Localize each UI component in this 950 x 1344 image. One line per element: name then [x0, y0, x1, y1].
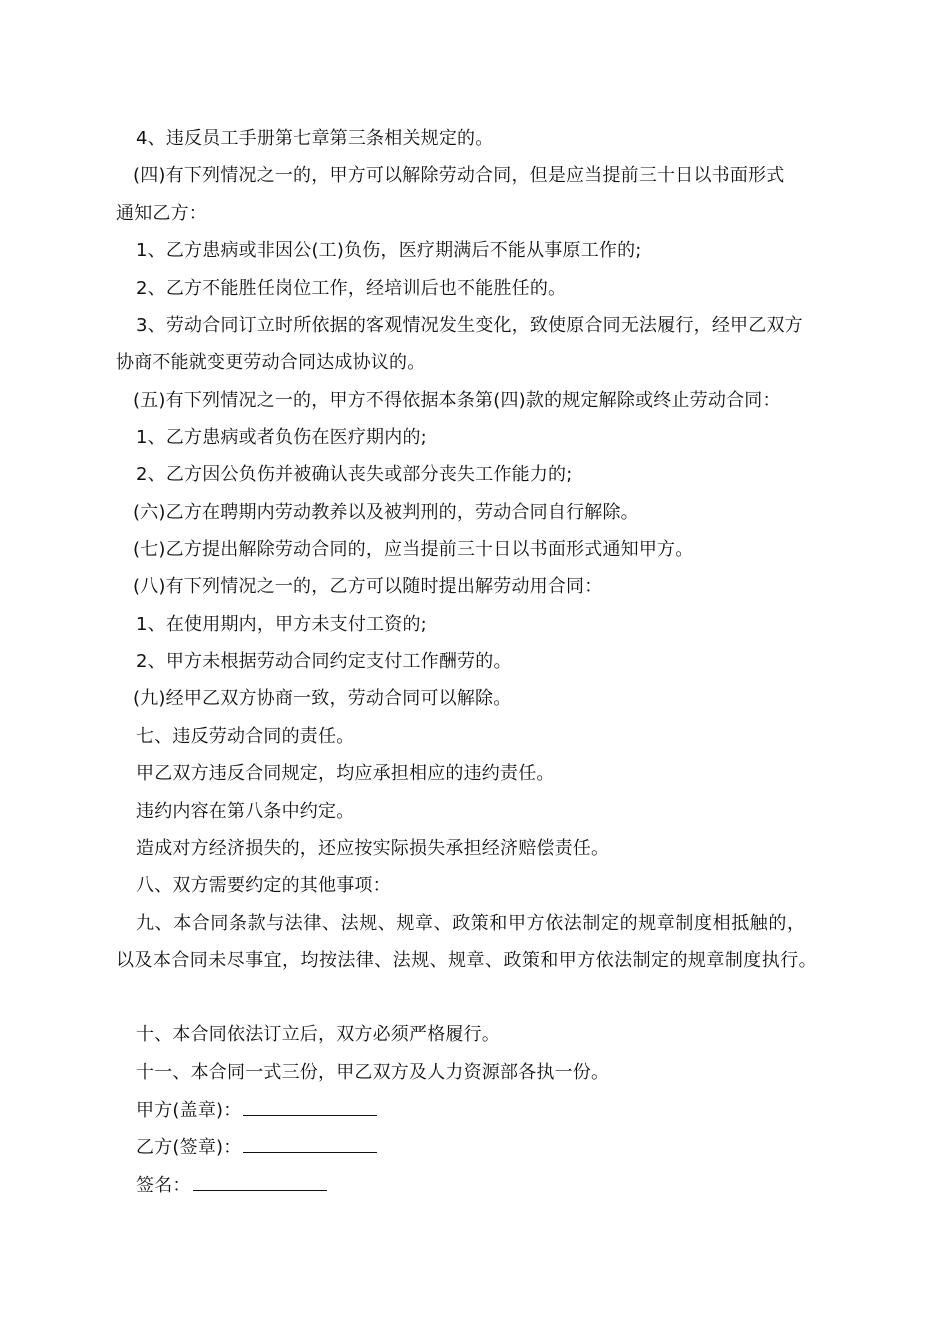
clause-line: 1、乙方患病或者负伤在医疗期内的; — [136, 427, 427, 448]
clause-line: (四)有下列情况之一的，甲方可以解除劳动合同，但是应当提前三十日以书面形式 — [133, 165, 785, 186]
party-a-seal-line — [136, 1099, 377, 1122]
clause-line: 2、甲方未根据劳动合同约定支付工作酬劳的。 — [136, 651, 512, 672]
clause-line: 九、本合同条款与法律、法规、规章、政策和甲方依法制定的规章制度相抵触的， — [136, 913, 806, 934]
clause-line: (七)乙方提出解除劳动合同的，应当提前三十日以书面形式通知甲方。 — [133, 539, 694, 560]
clause-line: 2、乙方因公负伤并被确认丧失或部分丧失工作能力的; — [136, 464, 573, 485]
party-b-seal-line — [136, 1136, 377, 1159]
clause-line: 3、劳动合同订立时所依据的客观情况发生变化，致使原合同无法履行，经甲乙双方 — [136, 315, 803, 336]
clause-line: 1、乙方患病或非因公(工)负伤，医疗期满后不能从事原工作的; — [136, 240, 642, 261]
clause-line: 1、在使用期内，甲方未支付工资的; — [136, 614, 427, 635]
clause-line: 通知乙方： — [116, 203, 207, 224]
signature-line — [136, 1174, 327, 1197]
clause-line: 甲乙双方违反合同规定，均应承担相应的违约责任。 — [136, 763, 555, 784]
party-a-label: 甲方(盖章)： — [136, 1100, 242, 1121]
clause-line: 八、双方需要约定的其他事项： — [136, 875, 391, 896]
party-b-blank — [243, 1136, 377, 1153]
clause-line: 造成对方经济损失的，还应按实际损失承担经济赔偿责任。 — [136, 838, 610, 859]
clause-line: 十一、本合同一式三份，甲乙双方及人力资源部各执一份。 — [136, 1062, 610, 1083]
signature-blank — [193, 1174, 327, 1191]
party-a-blank — [243, 1099, 377, 1116]
signature-label: 签名： — [136, 1175, 191, 1196]
clause-line: 七、违反劳动合同的责任。 — [136, 726, 355, 747]
clause-line: (九)经甲乙双方协商一致，劳动合同可以解除。 — [133, 688, 512, 709]
clause-line: 4、违反员工手册第七章第三条相关规定的。 — [136, 128, 494, 149]
clause-line: (六)乙方在聘期内劳动教养以及被判刑的，劳动合同自行解除。 — [133, 502, 639, 523]
clause-line: 协商不能就变更劳动合同达成协议的。 — [116, 352, 426, 373]
clause-line: (五)有下列情况之一的，甲方不得依据本条第(四)款的规定解除或终止劳动合同： — [133, 390, 781, 411]
clause-line: 十、本合同依法订立后，双方必须严格履行。 — [136, 1024, 500, 1045]
clause-line: 以及本合同未尽事宜，均按法律、法规、规章、政策和甲方依法制定的规章制度执行。 — [116, 950, 818, 971]
clause-line: (八)有下列情况之一的，乙方可以随时提出解劳动用合同： — [133, 576, 603, 597]
party-b-label: 乙方(签章)： — [136, 1137, 242, 1158]
clause-line: 违约内容在第八条中约定。 — [136, 801, 355, 822]
clause-line: 2、乙方不能胜任岗位工作，经培训后也不能胜任的。 — [136, 278, 567, 299]
